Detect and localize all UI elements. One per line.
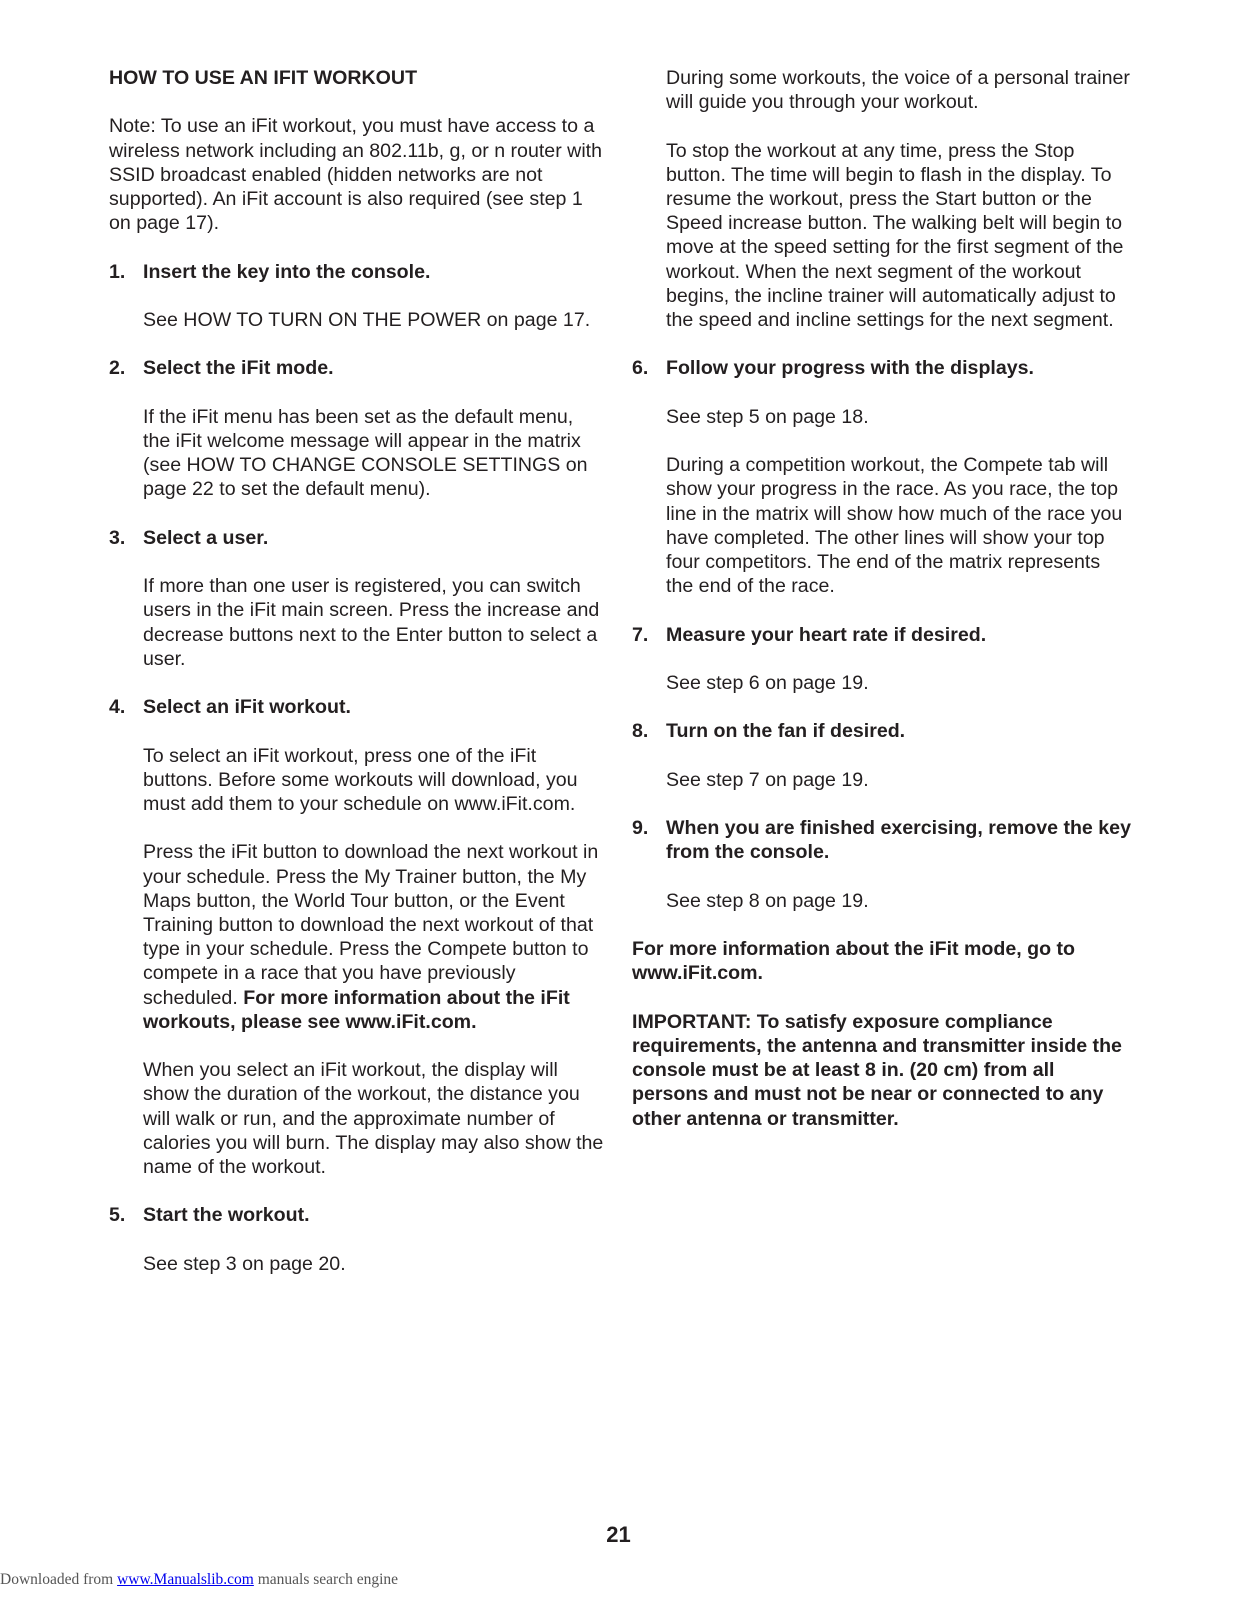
step-title-text: Start the workout. xyxy=(143,1204,310,1227)
download-footer xyxy=(0,1571,398,1589)
step-number: 9. xyxy=(632,817,649,840)
step-9-body: See step 8 on page 19. xyxy=(666,889,869,912)
page-number: 21 xyxy=(606,1522,631,1547)
step-title-text: When you are finished exercising, remove the key from the console. xyxy=(666,817,1131,864)
step-4-paragraph-3: When you select an iFit workout, the display will show the duration of the workout, the distance you will walk or run, and the approximate number of calories you will burn. The display may also show the name of the workout. xyxy=(143,1059,604,1178)
step-8-title xyxy=(632,719,1132,743)
step-9-title xyxy=(632,816,1132,864)
step-6-title xyxy=(632,356,1132,380)
step-2-body: If the iFit menu has been set as the default menu, the iFit welcome message will appear in the matrix (see HOW TO CHANGE CONSOLE SETTINGS on page 22 to set the default menu). xyxy=(143,405,588,501)
step-number: 4. xyxy=(109,696,126,719)
step-2-title xyxy=(109,356,605,380)
step-7-title xyxy=(632,623,1132,647)
step-1-body: See HOW TO TURN ON THE POWER on page 17. xyxy=(143,308,591,331)
step-title-text: Measure your heart rate if desired. xyxy=(666,623,987,646)
step-6-paragraph-2: During a competition workout, the Compete tab will show your progress in the race. As you race, the top line in the matrix will show how much of the race you have completed. The other lines will show your top four competitors. The end of the matrix represents the end of the race. xyxy=(666,454,1123,598)
step-8-body: See step 7 on page 19. xyxy=(666,768,869,791)
step-4-more-info: For more information about the iFit workouts, please see www.iFit.com. xyxy=(143,986,570,1033)
step-1-title xyxy=(109,260,605,284)
step-number: 7. xyxy=(632,623,649,646)
important-notice: IMPORTANT: To satisfy exposure compliance requirements, the antenna and transmitter inside the console must be at least 8 in. (20 cm) from all persons and must not be near or connected to any other antenna or transmitter. xyxy=(632,1010,1122,1130)
step-title-text: Follow your progress with the displays. xyxy=(666,357,1034,380)
step-5-paragraph-3: To stop the workout at any time, press the Stop button. The time will begin to flash in the display. To resume the workout, press the Start button or the Speed increase button. The walking belt will begin to move at the speed setting for the first segment of the workout. When the next segment of the workout begins, the incline trainer will automatically adjust to the speed and incline settings for the next segment. xyxy=(666,139,1124,332)
manualslib-link[interactable]: www.Manualslib.com xyxy=(117,1571,254,1588)
step-title-text: Turn on the fan if desired. xyxy=(666,720,906,743)
section-heading: HOW TO USE AN IFIT WORKOUT xyxy=(109,67,418,89)
footer-suffix: manuals search engine xyxy=(253,1571,399,1588)
step-6-paragraph-1: See step 5 on page 18. xyxy=(666,405,869,428)
step-number: 1. xyxy=(109,260,126,283)
step-3-title xyxy=(109,526,605,550)
step-4-paragraph-2 xyxy=(109,840,605,1034)
step-title-text: Insert the key into the console. xyxy=(143,260,431,283)
step-5-body: See step 3 on page 20. xyxy=(143,1252,346,1275)
step-4-paragraph-1: To select an iFit workout, press one of the iFit buttons. Before some workouts will download, you must add them to your schedule on www.iFit.com. xyxy=(143,744,578,815)
more-info-paragraph: For more information about the iFit mode, go to www.iFit.com. xyxy=(632,938,1076,985)
step-5-title xyxy=(109,1203,605,1227)
step-number: 2. xyxy=(109,357,126,380)
step-number: 3. xyxy=(109,526,126,549)
step-4-paragraph-2-text: Press the iFit button to download the next workout in your schedule. Press the My Trainer button, the My Maps button, the World Tour button, or the Event Training button to download the next workout of that type in your schedule. Press the Compete button to compete in a race that you have previously scheduled. xyxy=(143,841,599,1009)
note-paragraph: Note: To use an iFit workout, you must have access to a wireless network including an 802.11b, g, or n router with SSID broadcast enabled (hidden networks are not supported). An iFit account is also required (see step 1 on page 17). xyxy=(109,115,603,235)
step-title-text: Select the iFit mode. xyxy=(143,357,334,380)
step-number: 6. xyxy=(632,357,649,380)
step-title-text: Select a user. xyxy=(143,526,269,549)
step-5-paragraph-2: During some workouts, the voice of a personal trainer will guide you through your workout. xyxy=(666,67,1130,114)
left-column xyxy=(109,66,605,1300)
footer-prefix: Downloaded from xyxy=(0,1571,118,1588)
step-title-text: Select an iFit workout. xyxy=(143,696,351,719)
step-3-body: If more than one user is registered, you can switch users in the iFit main screen. Press the increase and decrease buttons next to the Enter button to select a user. xyxy=(143,575,600,670)
step-4-title xyxy=(109,695,605,719)
step-number: 5. xyxy=(109,1204,126,1227)
step-number: 8. xyxy=(632,720,649,743)
right-column xyxy=(632,66,1132,1155)
step-7-body: See step 6 on page 19. xyxy=(666,671,869,694)
